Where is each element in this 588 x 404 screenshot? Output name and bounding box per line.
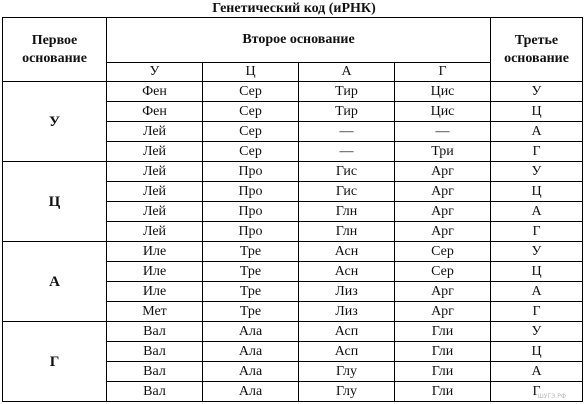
third-base-cell: Ц <box>491 262 583 282</box>
amino-acid-cell: Гис <box>299 182 395 202</box>
amino-acid-cell: Лей <box>107 142 203 162</box>
third-base-cell: А <box>491 282 583 302</box>
header-third-base: Третье основание <box>491 18 583 82</box>
amino-acid-cell: Лиз <box>299 282 395 302</box>
amino-acid-cell: Арг <box>395 162 491 182</box>
table-row <box>3 162 583 182</box>
amino-acid-cell: — <box>299 122 395 142</box>
amino-acid-cell: — <box>299 142 395 162</box>
amino-acid-cell: Иле <box>107 242 203 262</box>
amino-acid-cell: Про <box>203 162 299 182</box>
amino-acid-cell: Иле <box>107 282 203 302</box>
amino-acid-cell: Вал <box>107 342 203 362</box>
third-base-cell: Ц <box>491 182 583 202</box>
amino-acid-cell: Арг <box>395 222 491 242</box>
third-base-cell: Г <box>491 222 583 242</box>
amino-acid-cell: Мет <box>107 302 203 322</box>
amino-acid-cell: Про <box>203 182 299 202</box>
third-base-cell: У <box>491 322 583 342</box>
third-base-cell: У <box>491 162 583 182</box>
second-base-a: А <box>299 63 395 82</box>
amino-acid-cell: Тре <box>203 302 299 322</box>
amino-acid-cell: Тре <box>203 242 299 262</box>
second-base-u: У <box>107 63 203 82</box>
third-base-cell: А <box>491 202 583 222</box>
table-row <box>3 82 583 102</box>
amino-acid-cell: Фен <box>107 82 203 102</box>
first-base-cell: Ц <box>3 162 107 242</box>
amino-acid-cell: Ала <box>203 362 299 382</box>
amino-acid-cell: Гли <box>395 322 491 342</box>
amino-acid-cell: Глу <box>299 382 395 402</box>
genetic-code-table <box>2 17 583 402</box>
amino-acid-cell: Асп <box>299 342 395 362</box>
amino-acid-cell: Глу <box>299 362 395 382</box>
amino-acid-cell: Вал <box>107 322 203 342</box>
first-base-cell: Г <box>3 322 107 402</box>
third-base-cell: Г <box>491 382 583 402</box>
amino-acid-cell: Иле <box>107 262 203 282</box>
amino-acid-cell: Сер <box>395 262 491 282</box>
amino-acid-cell: Тре <box>203 282 299 302</box>
amino-acid-cell: Гли <box>395 382 491 402</box>
amino-acid-cell: Фен <box>107 102 203 122</box>
first-base-cell: У <box>3 82 107 162</box>
table-row <box>3 242 583 262</box>
table-row <box>3 322 583 342</box>
amino-acid-cell: Гли <box>395 362 491 382</box>
amino-acid-cell: Глн <box>299 222 395 242</box>
amino-acid-cell: Про <box>203 222 299 242</box>
header-first-base: Первое основание <box>3 18 107 82</box>
second-base-c: Ц <box>203 63 299 82</box>
amino-acid-cell: Цис <box>395 82 491 102</box>
third-base-cell: Г <box>491 302 583 322</box>
watermark: ШУГЭ.РФ <box>537 393 566 400</box>
amino-acid-cell: Тир <box>299 82 395 102</box>
third-base-cell: Ц <box>491 342 583 362</box>
amino-acid-cell: Асн <box>299 242 395 262</box>
third-base-cell: Ц <box>491 102 583 122</box>
amino-acid-cell: Арг <box>395 282 491 302</box>
page-title: Генетический код (иРНК) <box>212 1 376 16</box>
amino-acid-cell: Про <box>203 202 299 222</box>
amino-acid-cell: Ала <box>203 322 299 342</box>
amino-acid-cell: Вал <box>107 362 203 382</box>
amino-acid-cell: Лиз <box>299 302 395 322</box>
amino-acid-cell: Тре <box>203 262 299 282</box>
amino-acid-cell: Глн <box>299 202 395 222</box>
second-base-g: Г <box>395 63 491 82</box>
amino-acid-cell: Лей <box>107 222 203 242</box>
amino-acid-cell: Тир <box>299 102 395 122</box>
amino-acid-cell: Вал <box>107 382 203 402</box>
amino-acid-cell: Арг <box>395 302 491 322</box>
amino-acid-cell: Цис <box>395 102 491 122</box>
amino-acid-cell: Гли <box>395 342 491 362</box>
amino-acid-cell: Три <box>395 142 491 162</box>
header-second-base: Второе основание <box>107 18 491 63</box>
amino-acid-cell: Лей <box>107 182 203 202</box>
amino-acid-cell: Сер <box>203 102 299 122</box>
amino-acid-cell: Асн <box>299 262 395 282</box>
amino-acid-cell: Ала <box>203 382 299 402</box>
first-base-cell: А <box>3 242 107 322</box>
amino-acid-cell: Лей <box>107 122 203 142</box>
table-body <box>3 82 583 402</box>
third-base-cell: А <box>491 362 583 382</box>
amino-acid-cell: Сер <box>203 122 299 142</box>
amino-acid-cell: Лей <box>107 162 203 182</box>
amino-acid-cell: Сер <box>203 82 299 102</box>
third-base-cell: Г <box>491 142 583 162</box>
amino-acid-cell: Арг <box>395 202 491 222</box>
amino-acid-cell: Ала <box>203 342 299 362</box>
amino-acid-cell: Асп <box>299 322 395 342</box>
amino-acid-cell: Лей <box>107 202 203 222</box>
third-base-cell: А <box>491 122 583 142</box>
amino-acid-cell: — <box>395 122 491 142</box>
third-base-cell: У <box>491 242 583 262</box>
third-base-cell: У <box>491 82 583 102</box>
amino-acid-cell: Гис <box>299 162 395 182</box>
amino-acid-cell: Арг <box>395 182 491 202</box>
amino-acid-cell: Сер <box>395 242 491 262</box>
amino-acid-cell: Сер <box>203 142 299 162</box>
